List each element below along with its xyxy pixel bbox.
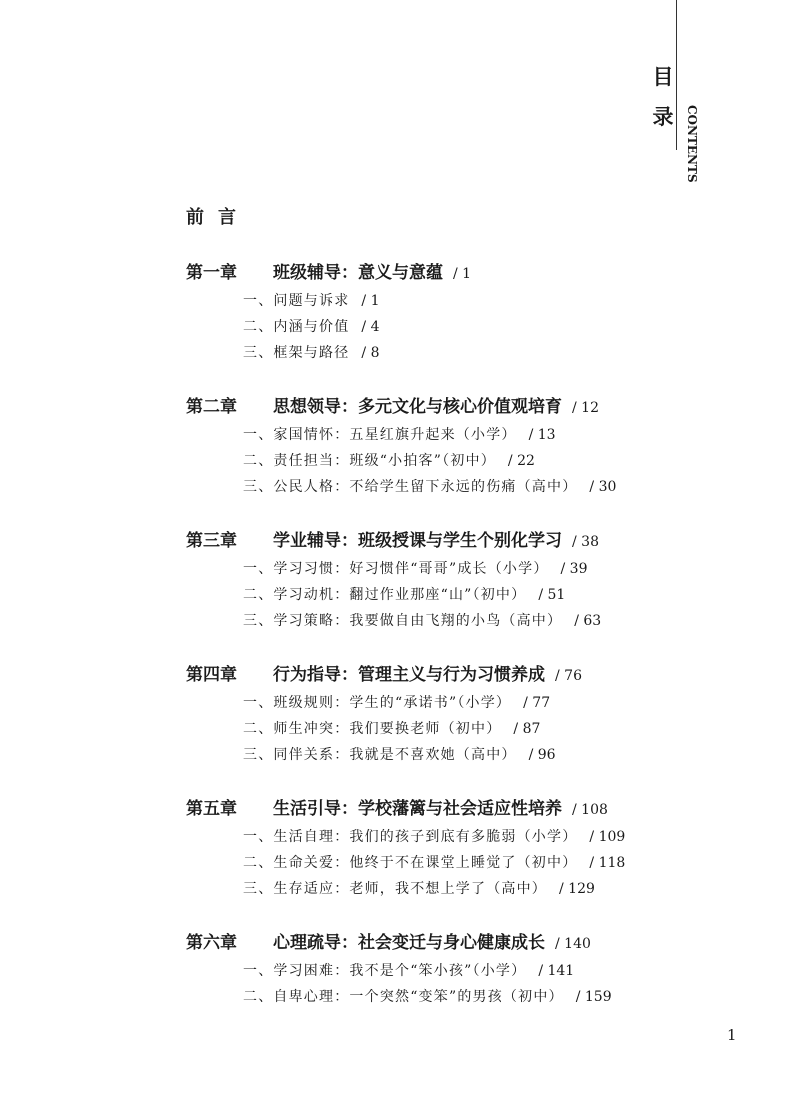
section-entry[interactable] [243, 290, 379, 310]
section-title: 二、生命关爱：他终于不在课堂上睡觉了（初中） [243, 855, 578, 871]
section-entry[interactable] [243, 692, 550, 712]
section-title: 二、内涵与价值 [243, 319, 350, 335]
section-entry[interactable] [243, 424, 556, 444]
section-title: 一、学习困难：我不是个“笨小孩”（小学） [243, 963, 527, 979]
section-entry[interactable] [243, 316, 379, 336]
chapter-number: 第一章 [186, 263, 237, 283]
section-entry[interactable] [243, 558, 588, 578]
section-title: 三、公民人格：不给学生留下永远的伤痛（高中） [243, 479, 578, 495]
section-title: 二、学习动机：翻过作业那座“山”（初中） [243, 587, 527, 603]
chapter-title: 生活引导：学校藩篱与社会适应性培养 [273, 799, 562, 819]
header-rule [676, 0, 677, 150]
chapter-title: 班级辅导：意义与意蕴 [273, 263, 443, 283]
chapter-title: 行为指导：管理主义与行为习惯养成 [273, 665, 545, 685]
section-entry[interactable] [243, 584, 565, 604]
section-page: / 4 [361, 319, 380, 335]
section-page: / 141 [538, 963, 575, 979]
section-entry[interactable] [243, 826, 625, 846]
chapter-entry[interactable] [186, 660, 582, 685]
section-entry[interactable] [243, 718, 540, 738]
section-title: 三、学习策略：我要做自由飞翔的小鸟（高中） [243, 613, 563, 629]
chapter-entry[interactable] [186, 794, 608, 819]
page-number: 1 [727, 1026, 737, 1044]
chapter-page: / 38 [572, 534, 599, 550]
preface-entry[interactable]: 前言 [186, 207, 250, 228]
section-entry[interactable] [243, 878, 595, 898]
chapter-number: 第三章 [186, 531, 237, 551]
section-title: 一、生活自理：我们的孩子到底有多脆弱（小学） [243, 829, 578, 845]
chapter-entry[interactable] [186, 526, 599, 551]
section-entry[interactable] [243, 450, 535, 470]
section-page: / 63 [574, 613, 602, 629]
section-title: 二、自卑心理：一个突然“变笨”的男孩（初中） [243, 989, 564, 1005]
section-page: / 1 [361, 293, 380, 309]
section-page: / 129 [559, 881, 595, 897]
chapter-page: / 1 [453, 266, 472, 282]
chapter-number: 第六章 [186, 933, 237, 953]
section-title: 一、班级规则：学生的“承诺书”（小学） [243, 695, 512, 711]
section-title: 一、家国情怀：五星红旗升起来（小学） [243, 427, 517, 443]
chapter-entry[interactable] [186, 928, 591, 953]
chapter-number: 第二章 [186, 397, 237, 417]
section-page: / 30 [589, 479, 617, 495]
section-entry[interactable] [243, 852, 625, 872]
section-page: / 22 [507, 453, 535, 469]
section-page: / 118 [589, 855, 626, 871]
section-entry[interactable] [243, 744, 556, 764]
section-entry[interactable] [243, 342, 379, 362]
chapter-number: 第五章 [186, 799, 237, 819]
section-entry[interactable] [243, 610, 601, 630]
section-page: / 51 [538, 587, 566, 603]
section-title: 一、学习习惯：好习惯伴“哥哥”成长（小学） [243, 561, 549, 577]
section-entry[interactable] [243, 986, 612, 1006]
section-page: / 109 [589, 829, 626, 845]
chapter-entry[interactable] [186, 258, 471, 283]
section-page: / 159 [575, 989, 612, 1005]
chapter-title: 学业辅导：班级授课与学生个别化学习 [273, 531, 562, 551]
section-title: 三、生存适应：老师，我不想上学了（高中） [243, 881, 547, 897]
section-page: / 77 [523, 695, 551, 711]
section-title: 三、框架与路径 [243, 345, 350, 361]
chapter-entry[interactable] [186, 392, 599, 417]
toc-heading-char-1: 目 [652, 64, 674, 89]
section-title: 一、问题与诉求 [243, 293, 350, 309]
section-page: / 96 [528, 747, 556, 763]
section-entry[interactable] [243, 476, 616, 496]
chapter-page: / 76 [555, 668, 582, 684]
contents-label: CONTENTS [685, 105, 699, 183]
section-page: / 87 [513, 721, 541, 737]
chapter-page: / 12 [572, 400, 599, 416]
section-title: 二、师生冲突：我们要换老师（初中） [243, 721, 502, 737]
chapter-page: / 108 [572, 802, 608, 818]
section-title: 二、责任担当：班级“小拍客”（初中） [243, 453, 496, 469]
section-page: / 39 [560, 561, 588, 577]
toc-heading [650, 64, 676, 144]
chapter-title: 思想领导：多元文化与核心价值观培育 [273, 397, 562, 417]
toc-heading-char-2: 录 [652, 104, 674, 129]
section-title: 三、同伴关系：我就是不喜欢她（高中） [243, 747, 517, 763]
chapter-page: / 140 [555, 936, 591, 952]
chapter-title: 心理疏导：社会变迁与身心健康成长 [273, 933, 545, 953]
chapter-number: 第四章 [186, 665, 237, 685]
section-entry[interactable] [243, 960, 574, 980]
section-page: / 8 [361, 345, 380, 361]
section-page: / 13 [528, 427, 556, 443]
